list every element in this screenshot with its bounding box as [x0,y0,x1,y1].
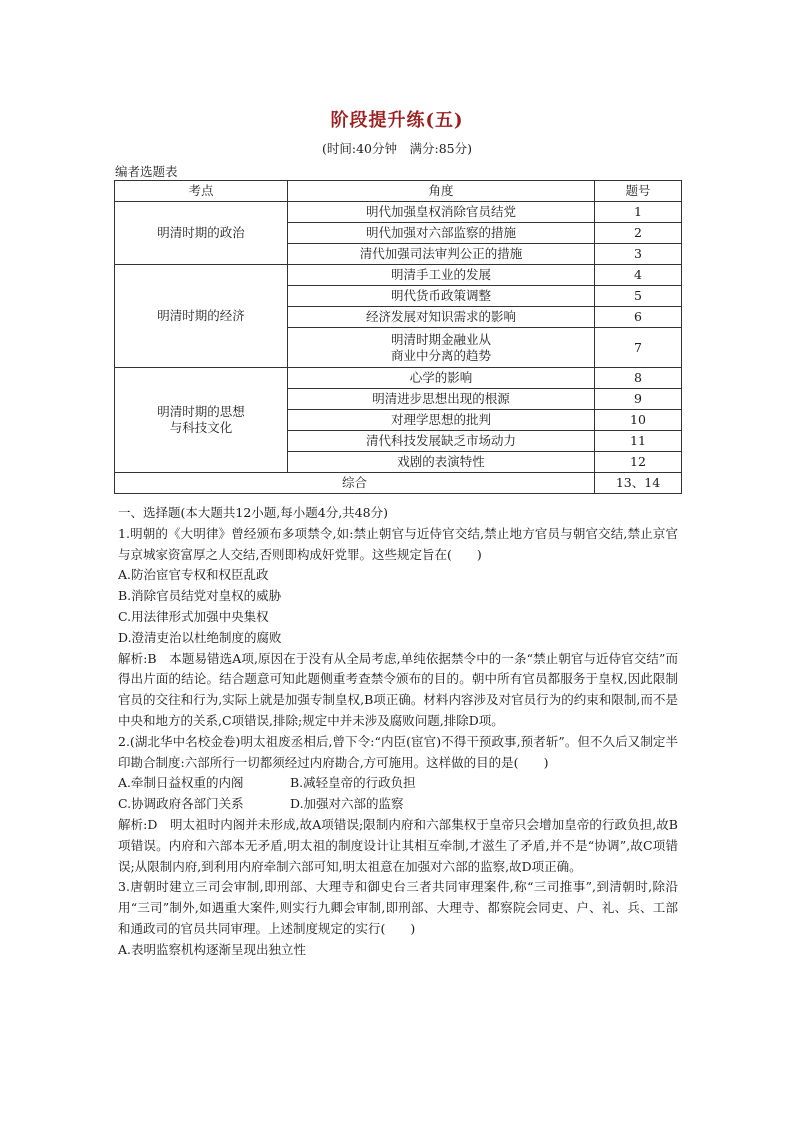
angle-cell: 明代加强皇权消除官员结党 [288,202,595,223]
angle-cell: 经济发展对知识需求的影响 [288,307,595,328]
number-cell: 2 [595,223,682,244]
angle-cell: 明代加强对六部监察的措施 [288,223,595,244]
question-2-options-row-1 [118,773,678,794]
table-header-row [115,181,682,202]
table-row [115,368,682,389]
topic-cell: 明清时期的经济 [115,265,288,368]
header-topic: 考点 [115,181,288,202]
section-heading: 一、选择题(本大题共12小题,每小题4分,共48分) [118,505,388,520]
angle-cell: 对理学思想的批判 [288,410,595,431]
question-2-option-b: B.减轻皇帝的行政负担 [290,775,416,791]
question-1-option-c: C.用法律形式加强中央集权 [118,608,269,624]
number-cell: 11 [595,431,682,452]
angle-cell: 清代科技发展缺乏市场动力 [288,431,595,452]
page-title: 阶段提升练(五) [330,110,464,131]
question-1-option-b: B.消除官员结党对皇权的威胁 [118,588,282,604]
question-2-option-a: A.牵制日益权重的内阁 [118,775,244,791]
number-cell: 10 [595,410,682,431]
question-3-stem: 3.唐朝时建立三司会审制,即刑部、大理寺和御史台三者共同审理案件,称“三司推事”,到清朝时,除沿用“三司”制外,如遇重大案件,则实行九卿会审制,即刑部、大理寺、都察院会同吏、户、礼、兵、工部和通政司的官员共同审理。上述制度规定的实行( ) [118,879,678,936]
number-cell: 8 [595,368,682,389]
table-summary-row [115,473,682,494]
question-2-option-c: C.协调政府各部门关系 [118,796,244,812]
angle-cell: 清代加强司法审判公正的措施 [288,244,595,265]
angle-cell: 明清手工业的发展 [288,265,595,286]
question-3-option-a: A.表明监察机构逐渐呈现出独立性 [118,941,307,957]
number-cell: 7 [595,328,682,368]
table-row [115,202,682,223]
number-cell: 1 [595,202,682,223]
question-2-stem: 2.(湖北华中名校金卷)明太祖废丞相后,曾下令:“内臣(宦官)不得干预政事,预者斩”。但不久后又制定半印勘合制度:六部所行一切都须经过内府勘合,方可施用。这样做的目的是( ) [118,733,678,770]
page-subtitle: (时间:40分钟 满分:85分) [322,141,472,156]
number-cell: 5 [595,286,682,307]
angle-cell: 戏剧的表演特性 [288,452,595,473]
number-cell: 3 [595,244,682,265]
question-1-stem: 1.明朝的《大明律》曾经颁布多项禁令,如:禁止朝官与近侍官交结,禁止地方官员与朝官交结,禁止京官与京城家资富厚之人交结,否则即构成奸党罪。这些规定旨在( ) [118,525,678,562]
topic-cell: 明清时期的政治 [115,202,288,265]
question-1-option-a: A.防治宦官专权和权臣乱政 [118,567,269,583]
table-row [115,265,682,286]
question-1-option-d: D.澄清吏治以杜绝制度的腐败 [118,629,282,645]
summary-number: 13、14 [595,473,682,494]
question-2-analysis: 解析:D 明太祖时内阁并未形成,故A项错误;限制内府和六部集权于皇帝只会增加皇帝的行政负担,故B项错误。内府和六部本无矛盾,明太祖的制度设计让其相互牵制,才滋生了矛盾,并不是“协调”,故C项错误;从限制内府,到利用内府牵制六部可知,明太祖意在加强对六部的监察,故D项正确。 [118,816,678,874]
topic-table [114,180,682,494]
question-2-options-row-2 [118,794,678,815]
angle-cell: 明清时期金融业从 商业中分离的趋势 [288,328,595,368]
summary-label: 综合 [115,473,595,494]
question-1-analysis: 解析:B 本题易错选A项,原因在于没有从全局考虑,单纯依据禁令中的一条“禁止朝官与近侍官交结”而得出片面的结论。结合题意可知此题侧重考查禁令颁布的目的。朝中所有官员都服务于皇权,因此限制官员的交往和行为,实际上就是加强专制皇权,B项正确。材料内容涉及对官员行为的约束和限制,而不是中央和地方的关系,C项错误,排除;规定中并未涉及腐败问题,排除D项。 [118,650,678,728]
number-cell: 12 [595,452,682,473]
question-2-option-d: D.加强对六部的监察 [290,796,404,812]
number-cell: 9 [595,389,682,410]
angle-cell: 明代货币政策调整 [288,286,595,307]
header-angle: 角度 [288,181,595,202]
number-cell: 4 [595,265,682,286]
table-caption: 编者选题表 [115,164,178,179]
header-number: 题号 [595,181,682,202]
angle-cell: 心学的影响 [288,368,595,389]
number-cell: 6 [595,307,682,328]
question-body [118,503,678,961]
angle-cell: 明清进步思想出现的根源 [288,389,595,410]
topic-cell: 明清时期的思想 与科技文化 [115,368,288,473]
